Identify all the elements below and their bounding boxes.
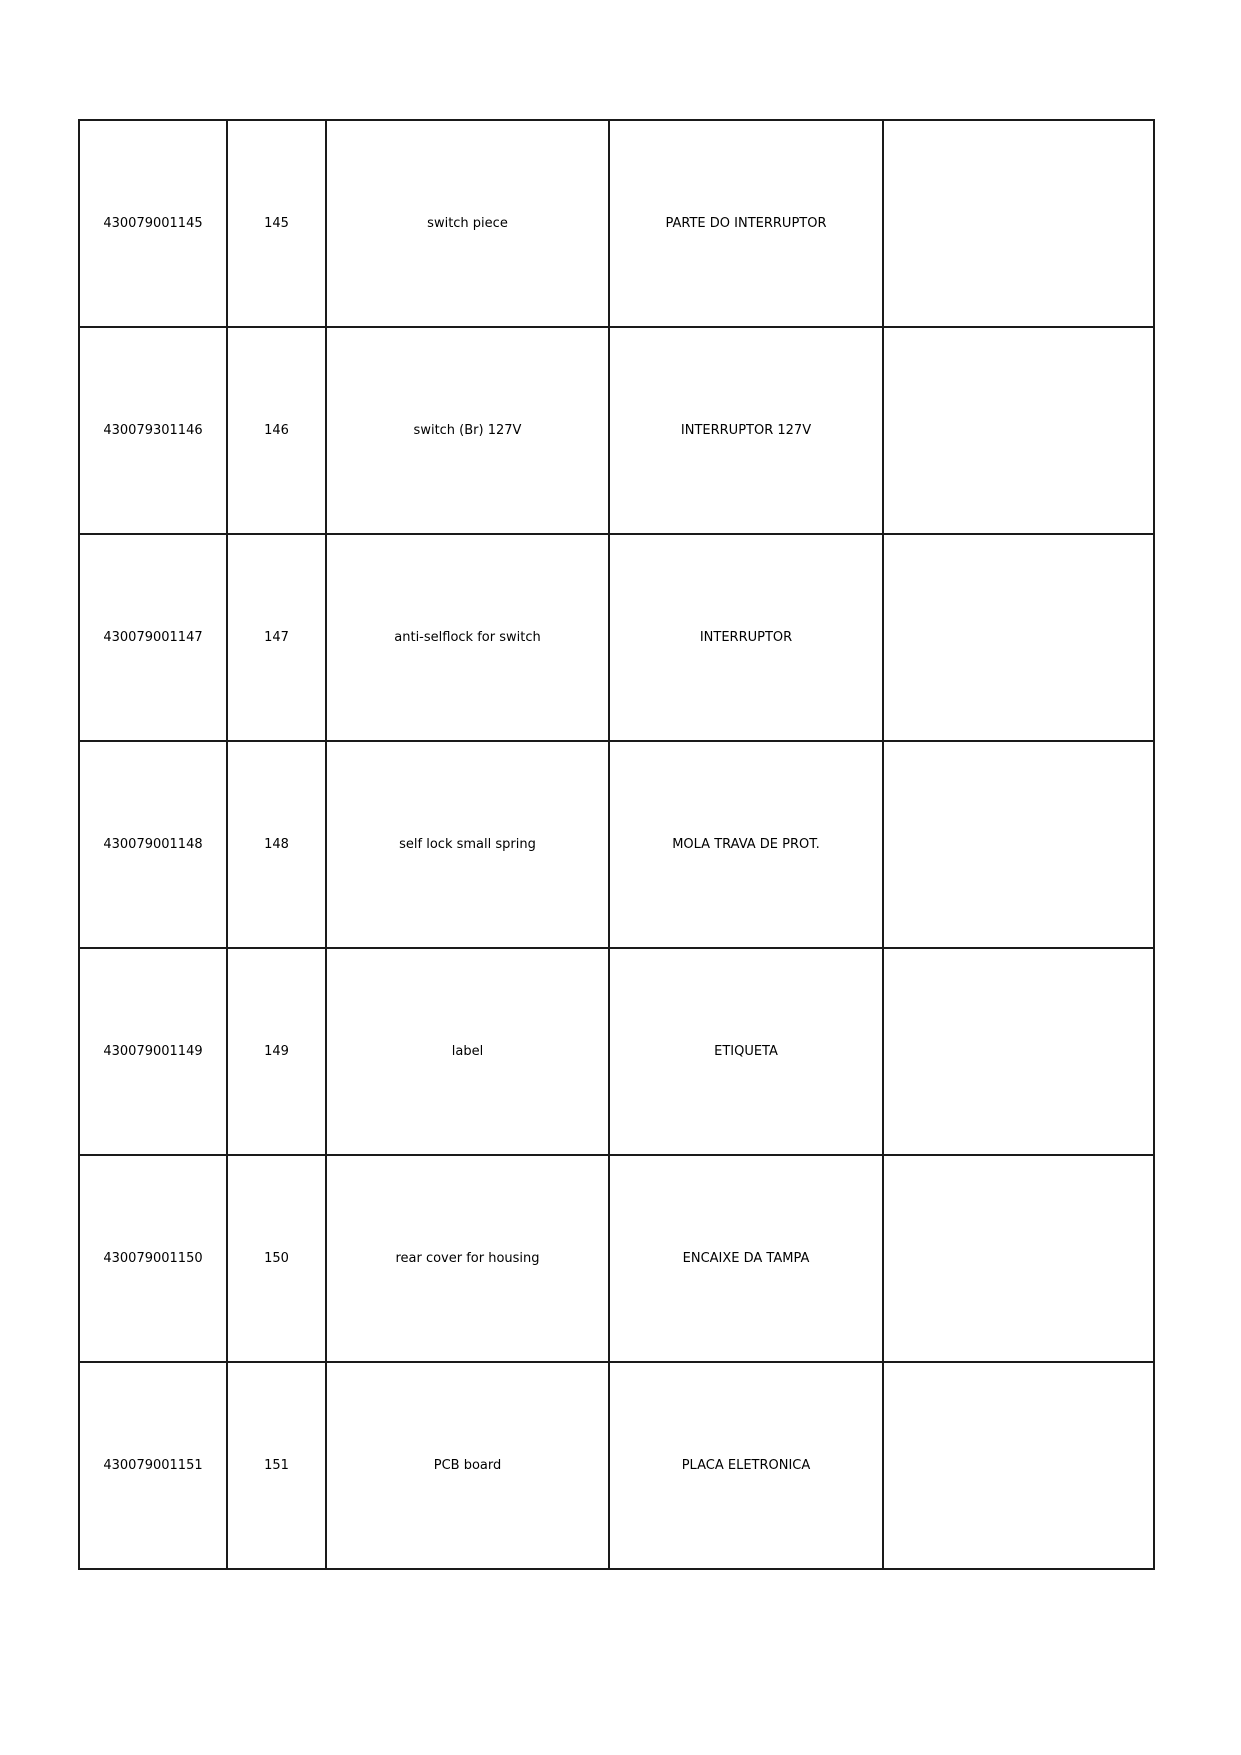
position-cell: 145 [227, 120, 326, 327]
description-en-cell: label [326, 948, 609, 1155]
description-pt-cell: PARTE DO INTERRUPTOR [609, 120, 883, 327]
description-pt-cell: ENCAIXE DA TAMPA [609, 1155, 883, 1362]
extra-cell [883, 327, 1154, 534]
table-row [79, 1155, 1154, 1362]
extra-cell [883, 120, 1154, 327]
parts-table [78, 119, 1155, 1570]
part-code-cell: 430079001150 [79, 1155, 227, 1362]
extra-cell [883, 741, 1154, 948]
table-row [79, 534, 1154, 741]
part-code-cell: 430079001147 [79, 534, 227, 741]
description-en-cell: rear cover for housing [326, 1155, 609, 1362]
part-code-cell: 430079301146 [79, 327, 227, 534]
description-pt-cell: INTERRUPTOR [609, 534, 883, 741]
description-en-cell: anti-selflock for switch [326, 534, 609, 741]
table-row [79, 1362, 1154, 1569]
table-row [79, 948, 1154, 1155]
description-en-cell: switch (Br) 127V [326, 327, 609, 534]
position-cell: 147 [227, 534, 326, 741]
part-code-cell: 430079001151 [79, 1362, 227, 1569]
description-pt-cell: MOLA TRAVA DE PROT. [609, 741, 883, 948]
table-row [79, 327, 1154, 534]
table-row [79, 741, 1154, 948]
part-code-cell: 430079001149 [79, 948, 227, 1155]
position-cell: 146 [227, 327, 326, 534]
part-code-cell: 430079001145 [79, 120, 227, 327]
description-en-cell: self lock small spring [326, 741, 609, 948]
position-cell: 148 [227, 741, 326, 948]
extra-cell [883, 1362, 1154, 1569]
description-pt-cell: INTERRUPTOR 127V [609, 327, 883, 534]
position-cell: 150 [227, 1155, 326, 1362]
part-code-cell: 430079001148 [79, 741, 227, 948]
description-pt-cell: ETIQUETA [609, 948, 883, 1155]
extra-cell [883, 534, 1154, 741]
extra-cell [883, 948, 1154, 1155]
extra-cell [883, 1155, 1154, 1362]
description-en-cell: switch piece [326, 120, 609, 327]
position-cell: 149 [227, 948, 326, 1155]
table-row [79, 120, 1154, 327]
description-pt-cell: PLACA ELETRONICA [609, 1362, 883, 1569]
description-en-cell: PCB board [326, 1362, 609, 1569]
position-cell: 151 [227, 1362, 326, 1569]
